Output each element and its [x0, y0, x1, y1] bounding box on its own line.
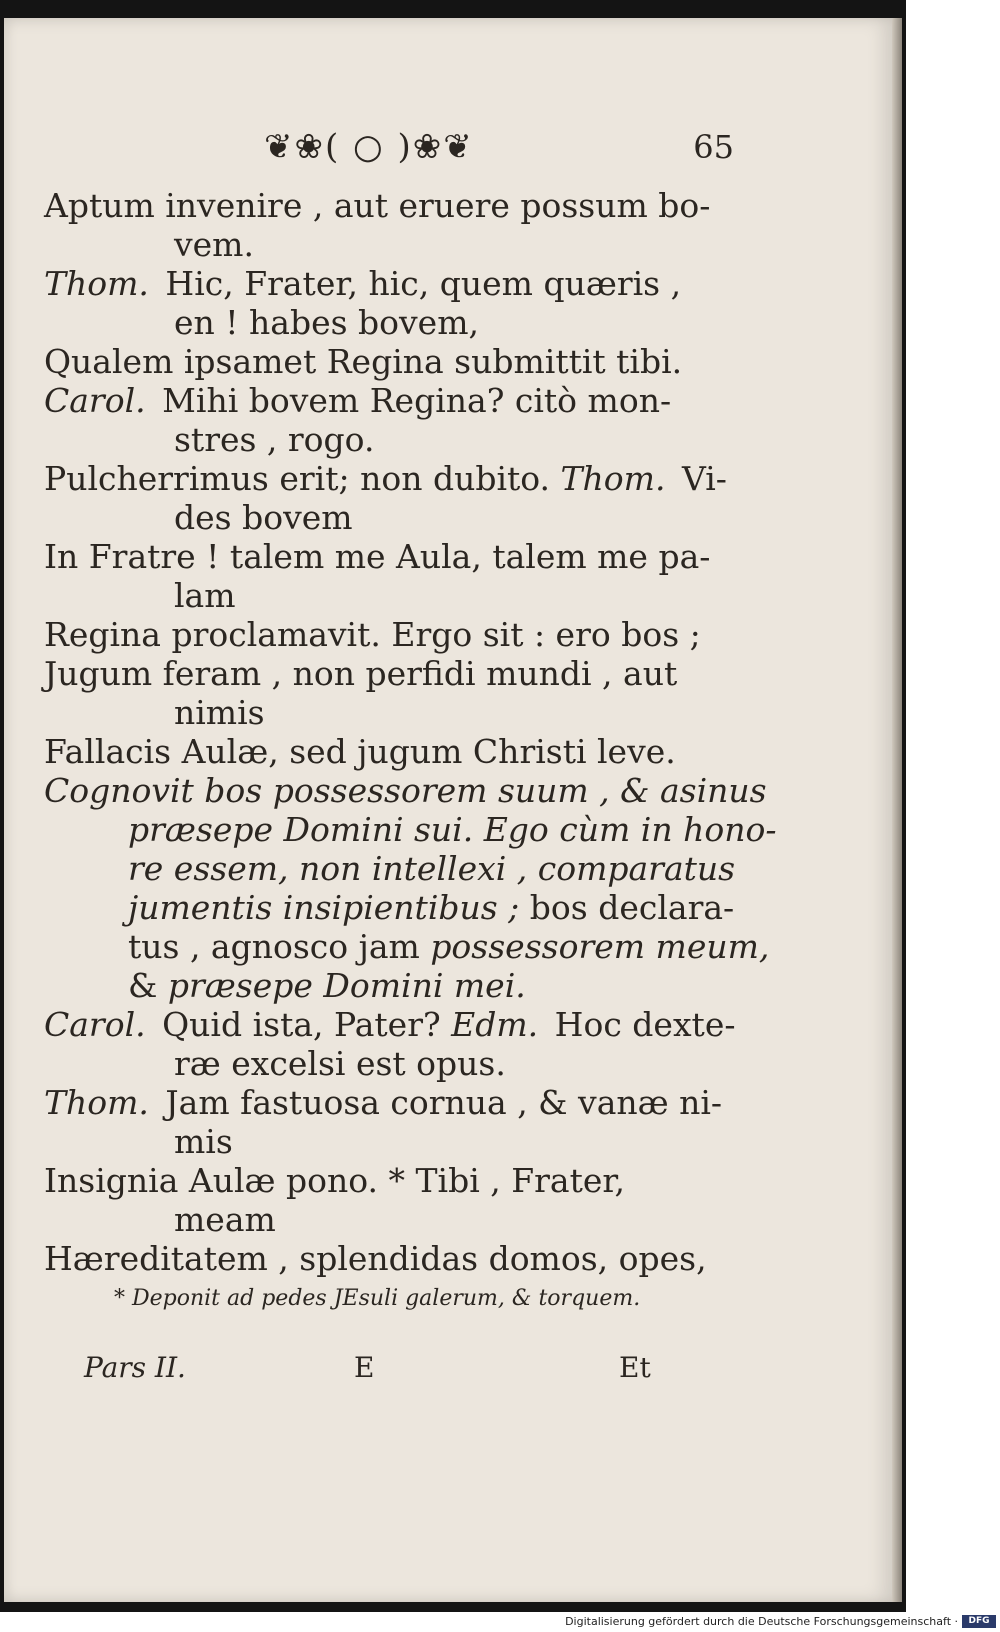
text-line	[44, 264, 734, 303]
line-text: vem.	[174, 225, 254, 264]
text-line	[44, 576, 734, 615]
line-text: Insignia Aulæ pono. * Tibi , Frater,	[44, 1161, 626, 1200]
text-line	[44, 381, 734, 420]
text-line	[44, 693, 734, 732]
speaker-label: Thom.	[44, 1083, 149, 1122]
line-text: Jugum feram , non perfidi mundi , aut	[44, 654, 678, 693]
speaker-label: Thom.	[44, 264, 149, 303]
line-text: In Fratre ! talem me Aula, talem me pa-	[44, 537, 711, 576]
footer-bar	[0, 1612, 1000, 1632]
line-text: Mihi bovem Regina? citò mon-	[162, 381, 672, 420]
text-line	[44, 654, 734, 693]
line-text: jumentis insipientibus ;	[128, 888, 520, 927]
text-line	[44, 225, 734, 264]
speaker-label: Thom.	[560, 459, 666, 498]
line-text: re essem, non intellexi , comparatus	[128, 849, 736, 888]
text-line	[44, 537, 734, 576]
text-line	[44, 966, 734, 1005]
text-line	[44, 459, 734, 498]
line-text: en ! habes bovem,	[174, 303, 479, 342]
line-text: Regina proclamavit. Ergo sit : ero bos ;	[44, 615, 701, 654]
speaker-label: Edm.	[451, 1005, 539, 1044]
line-text: tus , agnosco jam	[128, 927, 420, 966]
line-text: Hæreditatem , splendidas domos, opes,	[44, 1239, 707, 1278]
line-text: Qualem ipsamet Regina submittit tibi.	[44, 342, 683, 381]
text-line	[44, 732, 734, 771]
catchword: Et	[619, 1351, 651, 1384]
line-text: bos declara-	[529, 888, 735, 927]
text-line	[44, 1122, 734, 1161]
line-text: præsepe Domini sui. Ego cùm in hono-	[128, 810, 777, 849]
line-text: stres , rogo.	[174, 420, 375, 459]
book-page	[4, 18, 894, 1602]
line-text: &	[128, 966, 158, 1005]
line-text: Quid ista, Pater?	[162, 1005, 441, 1044]
signature-mark: E	[354, 1351, 375, 1384]
line-text: nimis	[174, 693, 265, 732]
line-text: lam	[174, 576, 236, 615]
page-number: 65	[693, 128, 734, 166]
text-line	[44, 1200, 734, 1239]
text-line	[44, 927, 770, 966]
line-text: præsepe Domini mei.	[167, 966, 526, 1005]
line-text: ræ excelsi est opus.	[174, 1044, 506, 1083]
dfg-logo: DFG	[962, 1615, 996, 1628]
text-line	[44, 849, 734, 888]
speaker-label: Carol.	[44, 381, 146, 420]
line-text: Pulcherrimus erit; non dubito.	[44, 459, 551, 498]
text-line	[44, 888, 734, 927]
page-header	[44, 128, 734, 184]
signature-row	[44, 1348, 734, 1398]
line-text: Hoc dexte-	[554, 1005, 736, 1044]
text-line	[44, 1239, 734, 1278]
text-line	[44, 186, 734, 225]
line-text: Hic, Frater, hic, quem quæris ,	[165, 264, 682, 303]
text-line	[44, 1161, 734, 1200]
header-ornament: ❦❀( ○ )❀❦	[264, 127, 474, 167]
line-text: Aptum invenire , aut eruere possum bo-	[44, 186, 711, 225]
line-text: des bovem	[174, 498, 353, 537]
text-line	[44, 615, 734, 654]
text-line	[44, 1083, 734, 1122]
line-text: Cognovit bos possessorem suum , & asinus	[44, 771, 767, 810]
line-text: possessorem meum,	[430, 927, 770, 966]
speaker-label: Carol.	[44, 1005, 146, 1044]
text-line	[44, 771, 767, 810]
verse-lines	[44, 186, 777, 1278]
text-block	[44, 127, 777, 1398]
footnote: * Deponit ad pedes JEsuli galerum, & torquem.	[114, 1286, 641, 1311]
line-text: Fallacis Aulæ, sed jugum Christi leve.	[44, 732, 676, 771]
text-line	[44, 1005, 734, 1044]
signature-part: Pars II.	[84, 1351, 186, 1384]
text-line	[44, 420, 734, 459]
line-text: meam	[174, 1200, 276, 1239]
line-text: Jam fastuosa cornua , & vanæ ni-	[165, 1083, 723, 1122]
digitization-credit: Digitalisierung gefördert durch die Deutsche Forschungsgemeinschaft ·	[565, 1615, 958, 1628]
line-text: mis	[174, 1122, 233, 1161]
text-line	[44, 342, 734, 381]
text-line	[44, 498, 734, 537]
text-line	[44, 1044, 734, 1083]
text-line	[44, 303, 734, 342]
line-text: Vi-	[681, 459, 727, 498]
page-edge	[892, 18, 902, 1602]
text-line	[44, 810, 777, 849]
